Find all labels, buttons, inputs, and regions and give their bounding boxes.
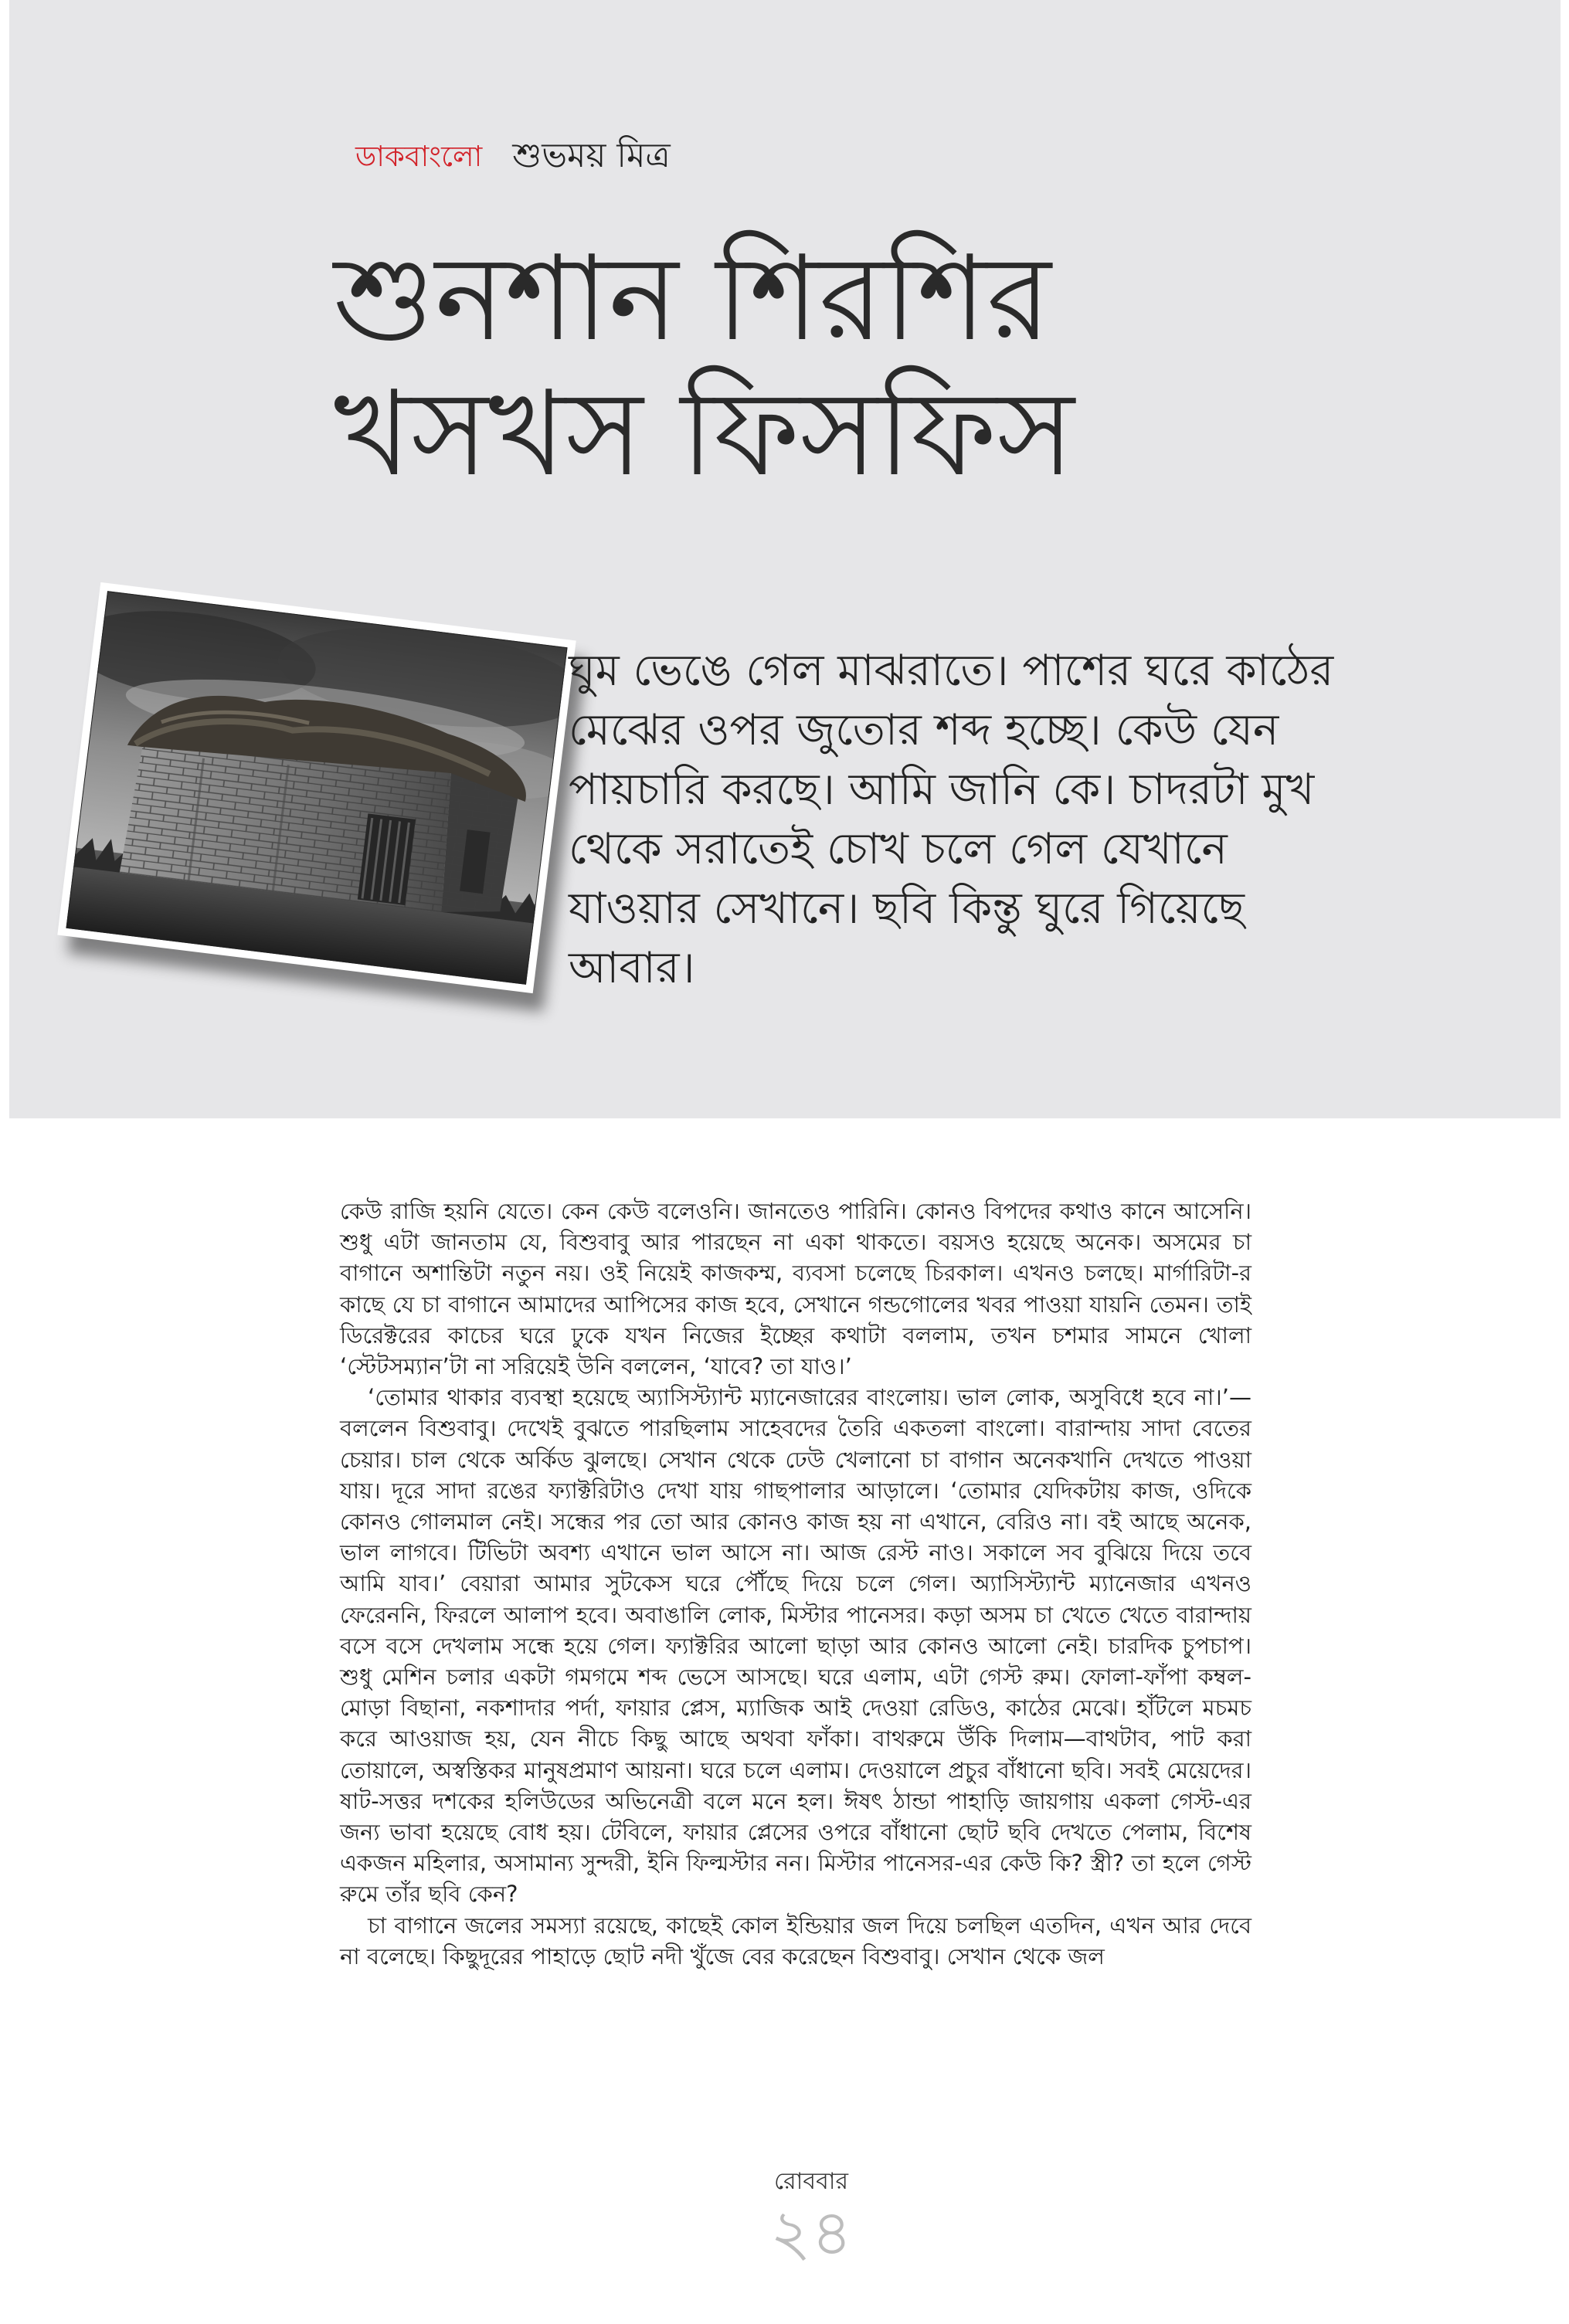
byline [355,130,671,186]
headline [334,232,1415,502]
magazine-name: রোববার [774,2168,848,2195]
page-number: ২৪ [769,2197,853,2270]
article-paragraph: ‘তোমার থাকার ব্যবস্থা হয়েছে অ্যাসিস্ট্যান্ট ম্যানেজারের বাংলোয়। ভাল লোক, অসুবিধে হবে না।’—বললেন বিশুবাবু। দেখেই বুঝতে পারছিলাম সাহেবদের তৈরি একতলা বাংলো। বারান্দায় সাদা বেতের চেয়ার। চাল থেকে অর্কিড ঝুলছে। সেখান থেকে ঢেউ খেলানো চা বাগান অনেকখানি দেখতে পাওয়া যায়। দূরে সাদা রঙের ফ্যাক্টরিটাও দেখা যায় গাছপালার আড়ালে। ‘তোমার যেদিকটায় কাজ, ওদিকে কোনও গোলমাল নেই। সন্ধের পর তো আর কোনও কাজ হয় না এখানে, বেরিও না। বই আছে অনেক, ভাল লাগবে। টিভিটা অবশ্য এখানে ভাল আসে না। আজ রেস্ট নাও। সকালে সব বুঝিয়ে দিয়ে তবে আমি যাব।’ বেয়ারা আমার সুটকেস ঘরে পৌঁছে দিয়ে চলে গেল। অ্যাসিস্ট্যান্ট ম্যানেজার এখনও ফেরেননি, ফিরলে আলাপ হবে। অবাঙালি লোক, মিস্টার পানেসর। কড়া অসম চা খেতে খেতে বারান্দায় বসে বসে দেখলাম সন্ধে হয়ে গেল। ফ্যাক্টরির আলো ছাড়া আর কোনও আলো নেই। চারদিক চুপচাপ। শুধু মেশিন চলার একটা গমগমে শব্দ ভেসে আসছে। ঘরে এলাম, এটা গেস্ট রুম। ফোলা-ফাঁপা কম্বল-মোড়া বিছানা, নকশাদার পর্দা, ফায়ার প্লেস, ম্যাজিক আই দেওয়া রেডিও, কাঠের মেঝে। হাঁটলে মচমচ করে আওয়াজ হয়, যেন নীচে কিছু আছে অথবা ফাঁকা। বাথরুমে উঁকি দিলাম—বাথটাব, পাট করা তোয়ালে, অস্বস্তিকর মানুষপ্রমাণ আয়না। ঘরে চলে এলাম। দেওয়ালে প্রচুর বাঁধানো ছবি। সবই মেয়েদের। ষাট-সত্তর দশকের হলিউডের অভিনেত্রী বলে মনে হল। ঈষৎ ঠান্ডা পাহাড়ি জায়গায় একলা গেস্ট-এর জন্য ভাবা হয়েছে বোধ হয়। টেবিলে, ফায়ার প্লেসের ওপরে বাঁধানো ছোট ছবি দেখতে পেলাম, বিশেষ একজন মহিলার, অসামান্য সুন্দরী, ইনি ফিল্মস্টার নন। মিস্টার পানেসর-এর কেউ কি? স্ত্রী? তা হলে গেস্ট রুমে তাঁর ছবি কেন? [340,1384,1251,1908]
article-body [340,1196,1251,1972]
article-paragraph: চা বাগানে জলের সমস্যা রয়েছে, কাছেই কোল ইন্ডিয়ার জল দিয়ে চলছিল এতদিন, এখন আর দেবে না বলেছে। কিছুদূরের পাহাড়ে ছোট নদী খুঁজে বের করেছেন বিশুবাবু। সেখান থেকে জল [340,1912,1251,1969]
article-paragraph: কেউ রাজি হয়নি যেতে। কেন কেউ বলেওনি। জানতেও পারিনি। কোনও বিপদের কথাও কানে আসেনি। শুধু এটা জানতাম যে, বিশুবাবু আর পারছেন না একা থাকতে। বয়সও হয়েছে অনেক। অসমের চা বাগানে অশান্তিটা নতুন নয়। ওই নিয়েই কাজকম্ম, ব্যবসা চলেছে চিরকাল। এখনও চলছে। মার্গারিটা-র কাছে যে চা বাগানে আমাদের আপিসের কাজ হবে, সেখানে গন্ডগোলের খবর পাওয়া যায়নি তেমন। তাই ডিরেক্টরের কাচের ঘরে ঢুকে যখন নিজের ইচ্ছের কথাটা বললাম, তখন চশমার সামনে খোলা ‘স্টেটসম্যান’টা না সরিয়েই উনি বললেন, ‘যাবে? তা যাও।’ [340,1198,1251,1380]
author-name: শুভময় মিত্র [512,136,671,175]
page-footer [695,2163,927,2270]
haunted-house-image [66,591,567,985]
section-label: ডাকবাংলো [355,140,483,173]
haunted-house-photo [57,582,576,993]
headline-line-1: শুনশান শিরশির [334,230,1051,367]
standfirst: ঘুম ভেঙে গেল মাঝরাতে। পাশের ঘরে কাঠের মেঝের ওপর জুতোর শব্দ হচ্ছে। কেউ যেন পায়চারি করছে। আমি জানি কে। চাদরটা মুখ থেকে সরাতেই চোখ চলে গেল যেখানে যাওয়ার সেখানে। ছবি কিন্তু ঘুরে গিয়েছে আবার। [569,646,1334,993]
headline-line-2: খসখস ফিসফিস [334,365,1075,502]
